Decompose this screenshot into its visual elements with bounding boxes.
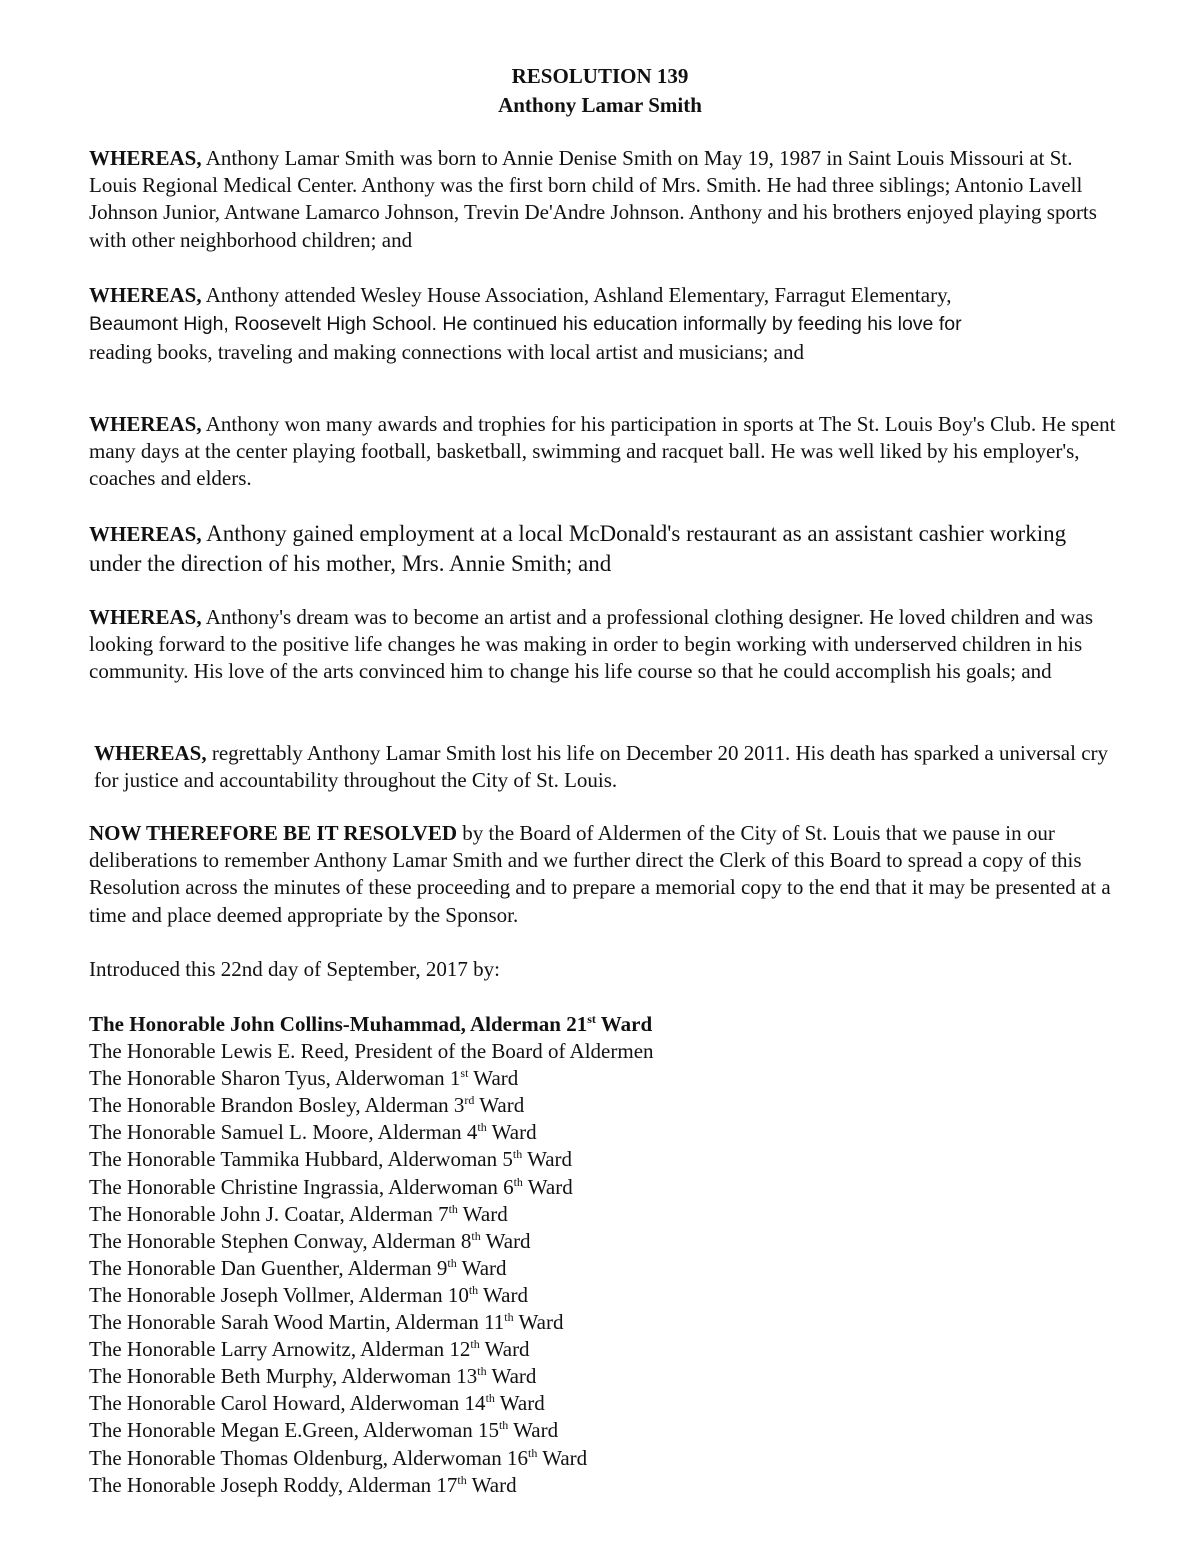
- sponsor-item: The Honorable John J. Coatar, Alderman 7th Ward: [89, 1201, 508, 1226]
- whereas-keyword: WHEREAS,: [94, 741, 207, 765]
- whereas-text: Anthony attended Wesley House Association, Ashland Elementary, Farragut Elementary,: [201, 283, 952, 307]
- sponsor-item: The Honorable Stephen Conway, Alderman 8th Ward: [89, 1228, 531, 1253]
- whereas-paragraph-death: [94, 740, 1124, 794]
- whereas-paragraph-sports: [89, 411, 1119, 493]
- whereas-text: Anthony won many awards and trophies for his participation in sports at The St. Louis Boy's Club. He spent many days at the center playing football, basketball, swimming and racquet ball. He was well liked by his employer's, coaches and elders.: [89, 412, 1116, 491]
- whereas-keyword: WHEREAS,: [89, 283, 202, 307]
- sponsor-item: The Honorable Beth Murphy, Alderwoman 13th Ward: [89, 1364, 537, 1389]
- resolved-paragraph: [89, 820, 1119, 929]
- sponsor-item: The Honorable Larry Arnowitz, Alderman 12th Ward: [89, 1337, 530, 1362]
- whereas-text: regrettably Anthony Lamar Smith lost his life on December 20 2011. His death has sparked a universal cry for justice and accountability throughout the City of St. Louis.: [94, 741, 1109, 793]
- sponsor-item: The Honorable Sarah Wood Martin, Alderman 11th Ward: [89, 1310, 564, 1335]
- whereas-text: Anthony gained employment at a local McDonald's restaurant as an assistant cashier working under the direction of his mother, Mrs. Annie Smith; and: [89, 521, 1067, 576]
- sponsor-item: The Honorable Carol Howard, Alderwoman 14th Ward: [89, 1391, 545, 1416]
- sponsor-item: The Honorable Lewis E. Reed, President of the Board of Aldermen: [89, 1039, 654, 1064]
- whereas-paragraph-education: [89, 282, 1119, 366]
- sponsor-item: The Honorable John Collins-Muhammad, Alderman 21st Ward: [89, 1012, 653, 1036]
- introduced-line: Introduced this 22nd day of September, 2017 by:: [89, 957, 500, 981]
- whereas-line: Beaumont High, Roosevelt High School. He continued his education informally by feeding his love for: [89, 313, 962, 336]
- resolved-text: by the Board of Aldermen of the City of St. Louis that we pause in our deliberations to remember Anthony Lamar Smith and we further direct the Clerk of this Board to spread a copy of this Resolution across the minutes of these proceeding and to prepare a memorial copy to the end that it may be presented at a time and place deemed appropriate by the Sponsor.: [89, 821, 1111, 927]
- sponsor-item: The Honorable Christine Ingrassia, Alderwoman 6th Ward: [89, 1174, 573, 1199]
- sponsor-item: The Honorable Dan Guenther, Alderman 9th Ward: [89, 1255, 507, 1280]
- whereas-text: Anthony's dream was to become an artist and a professional clothing designer. He loved children and was looking forward to the positive life changes he was making in order to begin working with underserved children in his community. His love of the arts convinced him to change his life course so that he could accomplish his goals; and: [89, 605, 1093, 684]
- whereas-keyword: WHEREAS,: [89, 605, 202, 629]
- whereas-paragraph-employment: [89, 519, 1119, 578]
- sponsor-item: The Honorable Brandon Bosley, Alderman 3rd Ward: [89, 1093, 525, 1118]
- resolution-subtitle: Anthony Lamar Smith: [498, 93, 702, 117]
- whereas-text: Anthony Lamar Smith was born to Annie Denise Smith on May 19, 1987 in Saint Louis Missouri at St. Louis Regional Medical Center. Anthony was the first born child of Mrs. Smith. He had three siblings; Antonio Lavell Johnson Junior, Antwane Lamarco Johnson, Trevin De'Andre Johnson. Anthony and his brothers enjoyed playing sports with other neighborhood children; and: [89, 146, 1097, 252]
- resolved-keyword: NOW THEREFORE BE IT RESOLVED: [89, 821, 458, 845]
- sponsor-item: The Honorable Joseph Vollmer, Alderman 10th Ward: [89, 1282, 528, 1307]
- sponsor-item: The Honorable Sharon Tyus, Alderwoman 1st Ward: [89, 1066, 519, 1091]
- sponsor-item: The Honorable Megan E.Green, Alderwoman 15th Ward: [89, 1418, 559, 1443]
- resolution-title: RESOLUTION 139: [511, 64, 689, 88]
- sponsor-list: [89, 1011, 1089, 1499]
- whereas-keyword: WHEREAS,: [89, 146, 202, 170]
- whereas-paragraph-dream: [89, 604, 1119, 686]
- whereas-paragraph-birth: [89, 145, 1119, 254]
- sponsor-item: The Honorable Samuel L. Moore, Alderman 4th Ward: [89, 1120, 537, 1145]
- whereas-line: [89, 282, 1119, 309]
- sponsor-item: The Honorable Joseph Roddy, Alderman 17th Ward: [89, 1472, 517, 1497]
- whereas-line: reading books, traveling and making connections with local artist and musicians; and: [89, 340, 804, 365]
- whereas-keyword: WHEREAS,: [89, 412, 202, 436]
- whereas-keyword: WHEREAS,: [89, 522, 202, 546]
- sponsor-item: The Honorable Tammika Hubbard, Alderwoman 5th Ward: [89, 1147, 573, 1172]
- sponsor-item: The Honorable Thomas Oldenburg, Alderwoman 16th Ward: [89, 1445, 588, 1470]
